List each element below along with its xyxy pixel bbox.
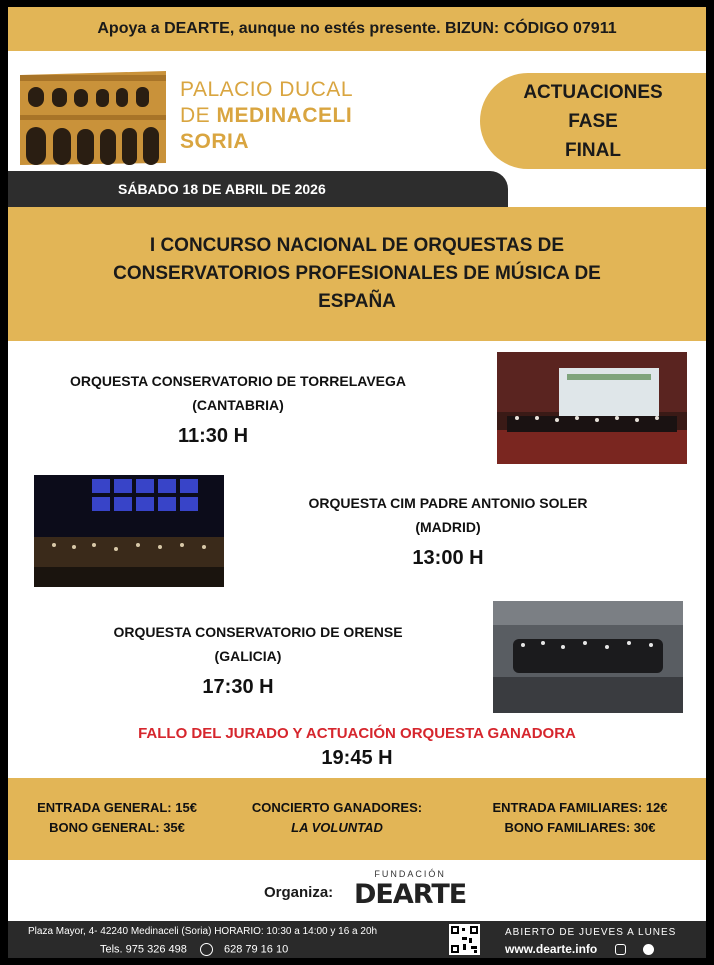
venue-line-1: PALACIO DUCAL bbox=[180, 78, 353, 101]
performance-name: ORQUESTA CONSERVATORIO DE ORENSE bbox=[113, 624, 403, 640]
family-ticket: ENTRADA FAMILIARES: 12€ bbox=[492, 800, 668, 815]
footer bbox=[8, 921, 706, 958]
orchestra-photo-3 bbox=[493, 601, 683, 713]
title-line-2: CONSERVATORIOS PROFESIONALES DE MÚSICA DE bbox=[113, 263, 601, 284]
website bbox=[505, 942, 654, 956]
venue-line-2 bbox=[180, 103, 353, 129]
website-url[interactable]: www.dearte.info bbox=[505, 942, 598, 956]
family-prices bbox=[480, 798, 680, 838]
venue-line-3: SORIA bbox=[180, 130, 250, 153]
final-phase-badge bbox=[480, 73, 706, 169]
event-date-text: SÁBADO 18 DE ABRIL DE 2026 bbox=[118, 181, 326, 197]
jury-decision: FALLO DEL JURADO Y ACTUACIÓN ORQUESTA GANADORA bbox=[138, 725, 576, 742]
landline-phone: Tels. 975 326 498 bbox=[100, 943, 187, 956]
footer-phones bbox=[100, 943, 288, 956]
badge-line-1: ACTUACIONES bbox=[523, 81, 663, 103]
performance-name: ORQUESTA CONSERVATORIO DE TORRELAVEGA bbox=[69, 373, 407, 389]
winners-concert bbox=[242, 798, 432, 838]
organizer-label: Organiza: bbox=[264, 884, 334, 901]
footer-address: Plaza Mayor, 4- 42240 Medinaceli (Soria) HORARIO: 10:30 a 14:00 y 16 a 20h bbox=[28, 926, 378, 937]
prices-bar bbox=[8, 778, 706, 860]
performance-2 bbox=[248, 491, 648, 570]
badge-line-3: FINAL bbox=[565, 139, 621, 161]
logo-name-text: DEARTE bbox=[354, 879, 467, 910]
badge-line-2: FASE bbox=[568, 110, 618, 132]
general-pass: BONO GENERAL: 35€ bbox=[49, 820, 185, 835]
palace-illustration bbox=[16, 67, 168, 167]
performance-3 bbox=[58, 620, 458, 699]
jury-decision-time: 19:45 H bbox=[321, 747, 393, 769]
venue-prefix: DE bbox=[180, 104, 217, 127]
concert-name: LA VOLUNTAD bbox=[291, 820, 383, 835]
performance-region: (GALICIA) bbox=[214, 648, 282, 664]
opening-days: ABIERTO DE JUEVES A LUNES bbox=[505, 927, 677, 938]
performance-time: 17:30 H bbox=[202, 676, 274, 698]
general-ticket: ENTRADA GENERAL: 15€ bbox=[37, 800, 197, 815]
performance-time: 13:00 H bbox=[412, 547, 484, 569]
contest-title bbox=[8, 207, 706, 341]
whatsapp-icon bbox=[200, 943, 213, 956]
support-banner bbox=[8, 7, 706, 51]
title-line-1: I CONCURSO NACIONAL DE ORQUESTAS DE bbox=[149, 235, 565, 256]
facebook-icon[interactable] bbox=[643, 944, 654, 955]
mobile-phone: 628 79 16 10 bbox=[223, 943, 289, 956]
venue-name bbox=[180, 77, 353, 155]
dearte-logo bbox=[354, 869, 466, 910]
general-prices bbox=[22, 798, 212, 838]
performance-name: ORQUESTA CIM PADRE ANTONIO SOLER bbox=[308, 495, 588, 511]
family-pass: BONO FAMILIARES: 30€ bbox=[504, 820, 656, 835]
title-line-3: ESPAÑA bbox=[318, 291, 396, 312]
support-text: Apoya a DEARTE, aunque no estés presente. BIZUN: CÓDIGO 07911 bbox=[97, 20, 617, 37]
instagram-icon[interactable] bbox=[615, 944, 626, 955]
venue-town: MEDINACELI bbox=[216, 104, 353, 127]
concert-label: CONCIERTO GANADORES: bbox=[251, 800, 423, 815]
performance-time: 11:30 H bbox=[177, 425, 249, 447]
orchestra-photo-1 bbox=[497, 352, 687, 464]
qr-code-icon bbox=[449, 924, 480, 955]
event-date bbox=[8, 171, 508, 207]
orchestra-photo-2 bbox=[34, 475, 224, 587]
performance-region: (MADRID) bbox=[415, 519, 481, 535]
performance-region: (CANTABRIA) bbox=[192, 397, 284, 413]
poster bbox=[8, 7, 706, 958]
logo-fund-text: FUNDACIÓN bbox=[374, 869, 446, 879]
performance-1 bbox=[38, 369, 438, 448]
